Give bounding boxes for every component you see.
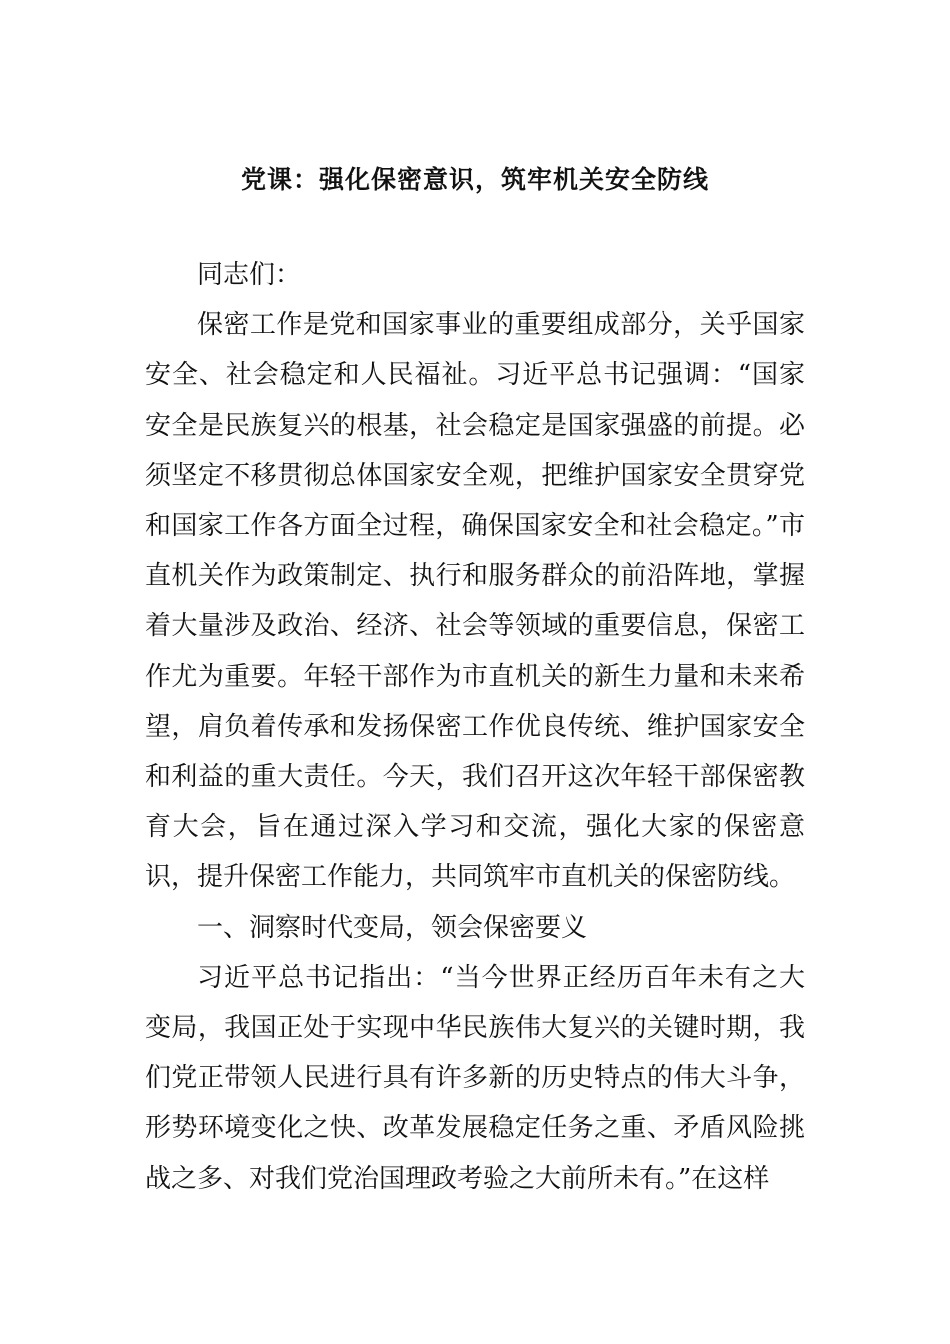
document-title: 党课：强化保密意识，筑牢机关安全防线 [240, 165, 709, 194]
section-heading-1: 一、洞察时代变局，领会保密要义 [197, 912, 588, 943]
document-body [145, 250, 805, 1204]
paragraph-intro: 保密工作是党和国家事业的重要组成部分，关乎国家安全、社会稳定和人民福祉。习近平总书记强调：“国家安全是民族复兴的根基，社会稳定是国家强盛的前提。必须坚定不移贯彻总体国家安全观，把维护国家安全贯穿党和国家工作各方面全过程，确保国家安全和社会稳定。”市直机关作为政策制定、执行和服务群众的前沿阵地，掌握着大量涉及政治、经济、社会等领域的重要信息，保密工作尤为重要。年轻干部作为市直机关的新生力量和未来希望，肩负着传承和发扬保密工作优良传统、维护国家安全和利益的重大责任。今天，我们召开这次年轻干部保密教育大会，旨在通过深入学习和交流，强化大家的保密意识，提升保密工作能力，共同筑牢市直机关的保密防线。 [145, 310, 805, 893]
paragraph-section-1: 习近平总书记指出：“当今世界正经历百年未有之大变局，我国正处于实现中华民族伟大复兴的关键时期，我们党正带领人民进行具有许多新的历史特点的伟大斗争，形势环境变化之快、改革发展稳定任务之重、矛盾风险挑战之多、对我们党治国理政考验之大前所未有。”在这样 [145, 962, 805, 1194]
salutation: 同志们： [197, 260, 302, 290]
